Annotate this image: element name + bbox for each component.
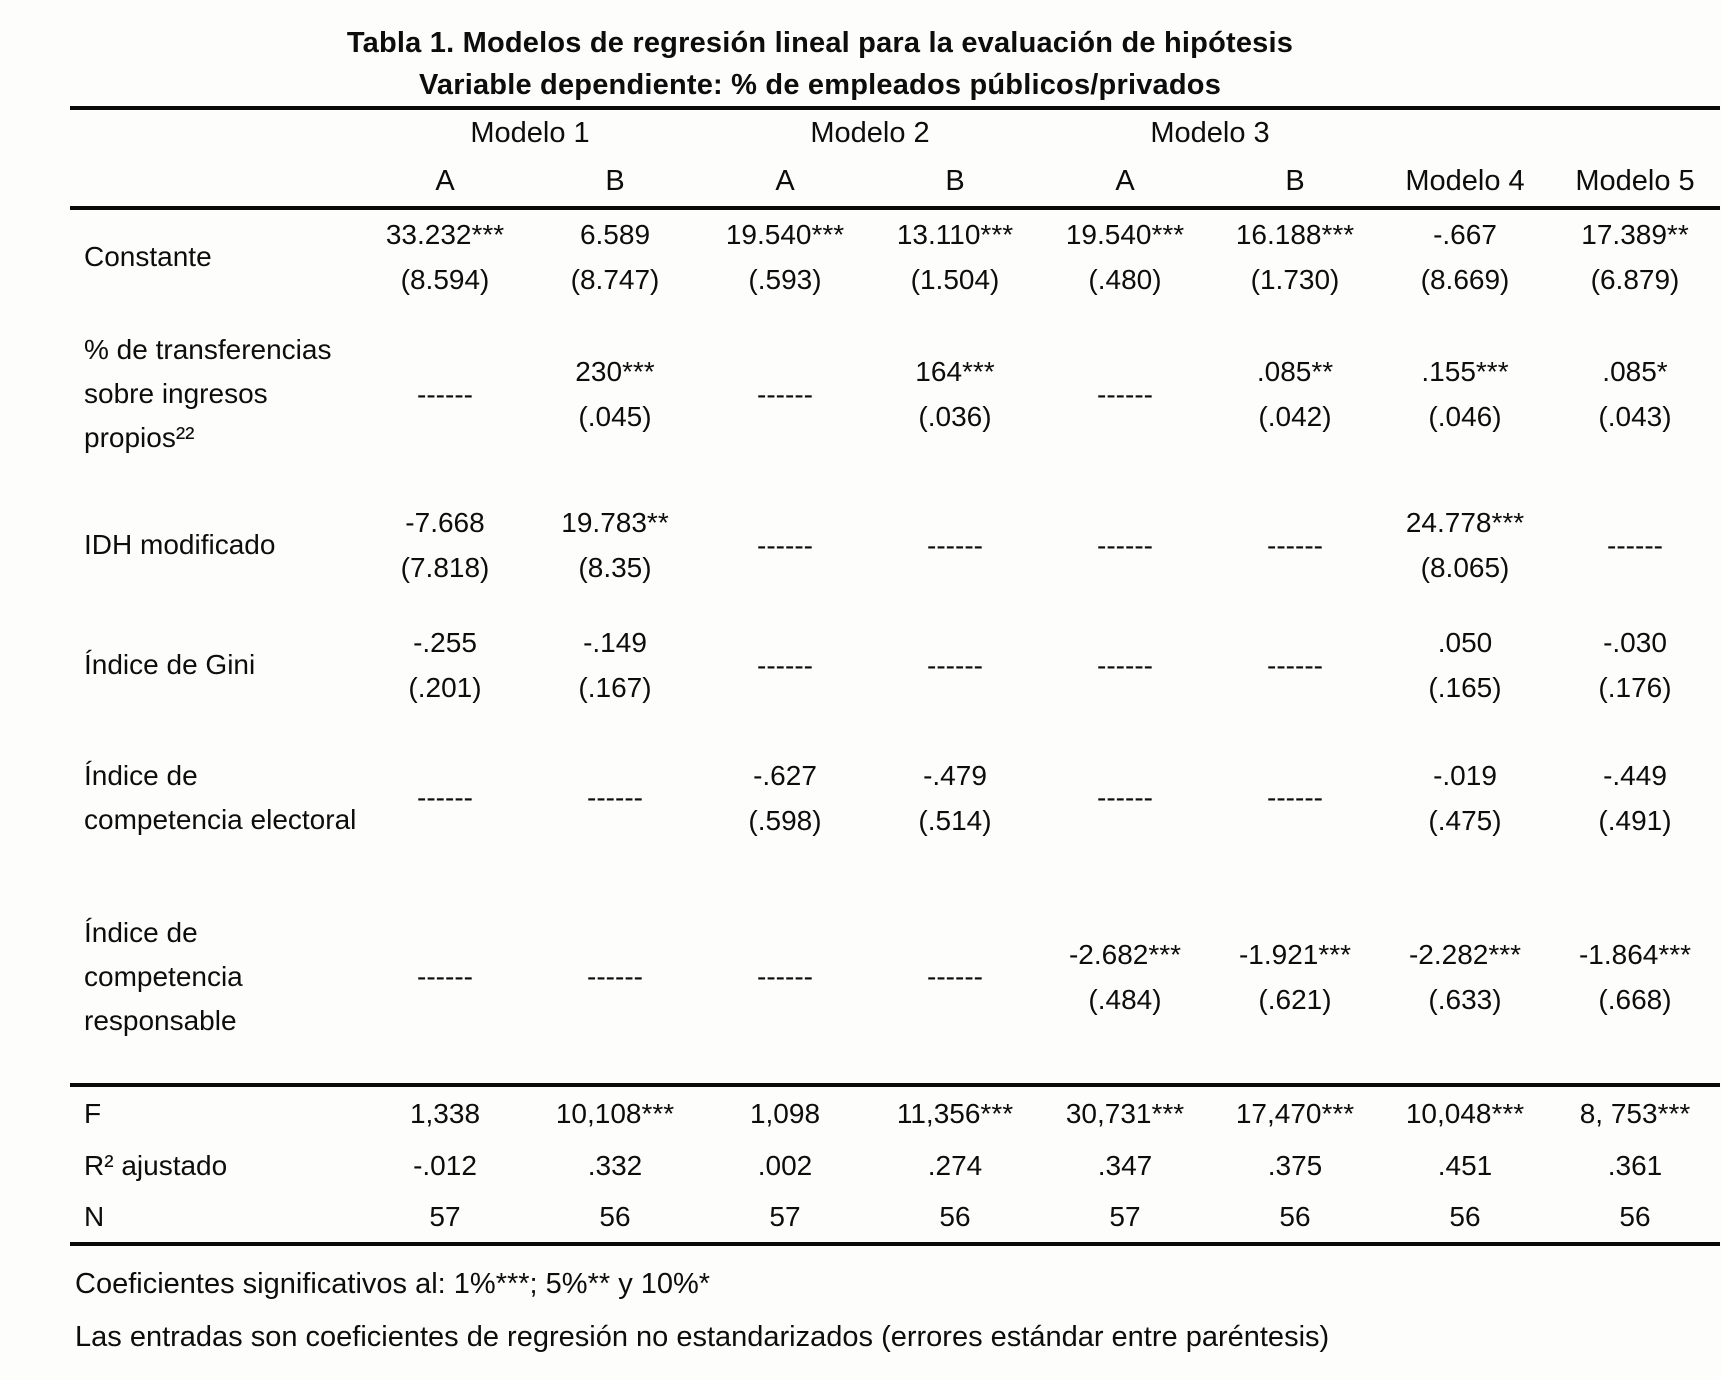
row-label: Índice de competencia electoral	[84, 759, 357, 835]
standard-error: (.668)	[1598, 983, 1672, 1015]
standard-error: (8.35)	[578, 552, 652, 583]
coefficient-value: ------	[587, 782, 643, 813]
column-header-m3a: A	[1115, 164, 1135, 197]
model-3-group-header: Modelo 3	[1150, 116, 1270, 149]
coefficient-value: .050	[1437, 627, 1493, 658]
column-header-row	[70, 156, 1720, 208]
stat-value: 17,470***	[1235, 1097, 1355, 1129]
table-row-r2-ajustado	[70, 1140, 1720, 1192]
stat-value: 56	[939, 1201, 971, 1232]
standard-error: (.633)	[1428, 983, 1502, 1015]
table-header	[70, 108, 1720, 208]
standard-error: (6.879)	[1590, 263, 1680, 295]
stat-value: 8, 753***	[1579, 1097, 1691, 1129]
coefficient-value: ------	[1097, 529, 1153, 561]
standard-error: (.176)	[1598, 672, 1672, 703]
coefficient-value: ------	[757, 529, 813, 561]
table-cell	[1550, 303, 1720, 485]
stat-value: 56	[1619, 1201, 1651, 1232]
table-cell	[870, 870, 1040, 1085]
column-header-m1b: B	[605, 164, 625, 197]
coefficient-value: -1.864***	[1578, 938, 1692, 970]
coefficient-value: ------	[927, 961, 983, 992]
stat-value: 10,108***	[555, 1097, 675, 1129]
coefficient-value: -.627	[753, 759, 817, 791]
table-cell	[1380, 208, 1550, 303]
dependent-variable-subtitle: Variable dependiente: % de empleados públicos/privados	[418, 69, 1222, 101]
empty-header-cell	[1380, 108, 1550, 156]
table-cell	[1040, 303, 1210, 485]
coefficient-value: .155***	[1421, 356, 1509, 387]
coefficient-value: 19.783**	[561, 507, 669, 538]
coefficient-value: -7.668	[405, 507, 485, 538]
standard-error: (.475)	[1428, 804, 1502, 836]
stat-value: 10,048***	[1405, 1097, 1525, 1129]
table-cell	[870, 303, 1040, 485]
coefficient-value: -.479	[923, 759, 987, 791]
table-cell	[530, 870, 700, 1085]
model-statistics-body	[70, 1085, 1720, 1244]
coefficient-value: -.019	[1433, 759, 1497, 791]
standard-error: (.045)	[578, 401, 652, 432]
empty-corner-cell	[70, 108, 360, 156]
coefficient-value: ------	[927, 529, 983, 561]
table-cell	[1040, 208, 1210, 303]
table-cell	[1380, 605, 1550, 725]
table-cell	[1040, 870, 1210, 1085]
model-1-group-header: Modelo 1	[470, 116, 590, 149]
table-cell	[700, 605, 870, 725]
column-header-m1a: A	[435, 164, 455, 197]
coefficient-value: 17.389**	[1581, 218, 1689, 250]
stat-value: 56	[1279, 1201, 1311, 1232]
standard-error: (.593)	[748, 263, 822, 295]
coefficient-value: ------	[1267, 529, 1323, 561]
standard-error: (.621)	[1258, 983, 1332, 1015]
table-cell	[700, 208, 870, 303]
column-header-m3b: B	[1285, 164, 1305, 197]
table-row-competencia-electoral	[70, 725, 1720, 870]
table-cell	[1380, 303, 1550, 485]
coefficient-value: ------	[587, 961, 643, 992]
stat-value: .361	[1607, 1150, 1663, 1181]
coefficient-value: 19.540***	[725, 218, 845, 250]
table-cell	[1040, 605, 1210, 725]
table-title: Tabla 1. Modelos de regresión lineal para la evaluación de hipótesis	[346, 27, 1294, 59]
table-cell	[1380, 485, 1550, 605]
column-header-modelo4: Modelo 4	[1405, 164, 1525, 197]
table-cell	[1550, 725, 1720, 870]
stat-value: 57	[429, 1201, 461, 1232]
coefficient-value: ------	[927, 649, 983, 681]
standard-error: (.046)	[1428, 401, 1502, 432]
coefficient-value: ------	[1097, 782, 1153, 813]
coefficient-value: 16.188***	[1235, 218, 1355, 250]
table-cell	[1380, 870, 1550, 1085]
table-heading	[75, 22, 1565, 106]
standard-error: (.042)	[1258, 401, 1332, 432]
empty-header-cell	[1550, 108, 1720, 156]
table-cell	[1550, 870, 1720, 1085]
coefficient-value: 13.110***	[896, 218, 1014, 250]
coefficient-value: ------	[1267, 649, 1323, 681]
regression-table	[70, 106, 1720, 1246]
coefficient-value: -.030	[1603, 627, 1667, 658]
stat-value: 56	[599, 1201, 631, 1232]
coefficient-value: -1.921***	[1238, 938, 1352, 970]
coefficient-value: 24.778***	[1405, 507, 1525, 538]
standard-error: (7.818)	[400, 552, 490, 583]
standard-error: (8.669)	[1420, 263, 1510, 295]
row-label: R² ajustado	[84, 1150, 228, 1181]
table-cell	[1210, 605, 1380, 725]
row-label: F	[84, 1097, 102, 1129]
stat-value: 57	[769, 1201, 801, 1232]
table-row-competencia-responsable	[70, 870, 1720, 1085]
stat-value: 1,098	[749, 1097, 821, 1129]
stat-value: -.012	[413, 1150, 477, 1181]
standard-error: (.201)	[408, 672, 482, 703]
row-label: IDH modificado	[84, 529, 276, 560]
coefficient-value: ------	[417, 378, 473, 410]
stat-value: .451	[1437, 1150, 1493, 1181]
column-header-m2a: A	[775, 164, 795, 197]
standard-error: (.598)	[748, 804, 822, 836]
coefficient-value: 19.540***	[1065, 218, 1185, 250]
standard-error: (.484)	[1088, 983, 1162, 1015]
row-label: Índice de Gini	[84, 649, 256, 680]
coefficient-value: -2.282***	[1408, 938, 1522, 970]
coefficient-value: ------	[1097, 378, 1153, 410]
table-row-f-statistic	[70, 1085, 1720, 1140]
table-row-gini	[70, 605, 1720, 725]
coefficient-value: -.449	[1603, 759, 1667, 791]
coefficient-value: 230***	[575, 356, 655, 387]
table-cell	[1210, 870, 1380, 1085]
table-row-idh	[70, 485, 1720, 605]
standard-error: (.167)	[578, 672, 652, 703]
table-footnotes	[75, 1258, 1721, 1364]
coefficient-value: -2.682***	[1068, 938, 1182, 970]
table-row-constante	[70, 208, 1720, 303]
table-cell	[1210, 208, 1380, 303]
model-2-group-header: Modelo 2	[810, 116, 930, 149]
table-cell	[1380, 725, 1550, 870]
standard-error: (.491)	[1598, 804, 1672, 836]
table-cell	[530, 303, 700, 485]
table-cell	[870, 485, 1040, 605]
table-cell	[1040, 485, 1210, 605]
standard-error: (1.730)	[1250, 263, 1340, 295]
row-label: N	[84, 1201, 105, 1232]
stat-value: .332	[587, 1150, 643, 1181]
table-row-n	[70, 1192, 1720, 1244]
coefficient-value: .085*	[1602, 356, 1668, 387]
standard-error: (8.065)	[1420, 552, 1510, 583]
coefficient-value: -.667	[1433, 218, 1497, 250]
table-cell	[700, 303, 870, 485]
standard-error: (.480)	[1088, 263, 1162, 295]
table-cell	[360, 870, 530, 1085]
table-cell	[360, 725, 530, 870]
table-cell	[530, 208, 700, 303]
stat-value: .002	[757, 1150, 813, 1181]
table-cell	[1550, 208, 1720, 303]
stat-value: .375	[1267, 1150, 1323, 1181]
column-header-modelo5: Modelo 5	[1575, 164, 1695, 197]
table-cell	[1040, 725, 1210, 870]
standard-error: (8.594)	[400, 263, 490, 295]
significance-footnote: Coeficientes significativos al: 1%***; 5%** y 10%*	[75, 1268, 711, 1300]
coefficient-value: ------	[757, 378, 813, 410]
table-cell	[1550, 605, 1720, 725]
coefficient-value: ------	[1267, 782, 1323, 813]
stat-value: 56	[1449, 1201, 1481, 1232]
table-cell	[360, 605, 530, 725]
table-cell	[530, 605, 700, 725]
table-cell	[700, 725, 870, 870]
coefficient-value: ------	[1097, 649, 1153, 681]
table-cell	[530, 725, 700, 870]
column-header-m2b: B	[945, 164, 965, 197]
table-cell	[360, 485, 530, 605]
stat-value: 30,731***	[1065, 1097, 1185, 1129]
coefficient-value: ------	[757, 961, 813, 992]
coefficient-value: .085**	[1256, 356, 1334, 387]
table-row-transferencias	[70, 303, 1720, 485]
stat-value: 57	[1109, 1201, 1141, 1232]
table-cell	[700, 485, 870, 605]
table-cell	[870, 725, 1040, 870]
coefficient-value: ------	[757, 649, 813, 681]
coefficient-value: ------	[1607, 529, 1663, 561]
table-cell	[1210, 725, 1380, 870]
stat-value: 11,356***	[896, 1097, 1014, 1129]
stat-value: 1,338	[409, 1097, 481, 1129]
table-cell	[870, 605, 1040, 725]
coefficients-body	[70, 208, 1720, 1085]
stat-value: .347	[1097, 1150, 1153, 1181]
standard-error: (.165)	[1428, 672, 1502, 703]
stat-value: .274	[927, 1150, 983, 1181]
coefficient-value: 164***	[915, 356, 995, 387]
coefficient-value: ------	[417, 782, 473, 813]
table-cell	[870, 208, 1040, 303]
row-label: Índice de competencia responsable	[84, 916, 243, 1036]
table-cell	[1210, 485, 1380, 605]
standard-error: (.043)	[1598, 401, 1672, 432]
coefficient-value: 33.232***	[385, 218, 505, 250]
table-cell	[1210, 303, 1380, 485]
standard-error: (.036)	[918, 401, 992, 432]
row-label: Constante	[84, 240, 212, 272]
coefficient-value: -.149	[583, 627, 647, 658]
table-cell	[360, 208, 530, 303]
standard-error: (1.504)	[910, 263, 1000, 295]
coefficient-value: 6.589	[579, 218, 651, 250]
entries-footnote: Las entradas son coeficientes de regresión no estandarizados (errores estándar entre paréntesis)	[75, 1321, 1330, 1353]
empty-corner-cell	[70, 156, 360, 208]
standard-error: (.514)	[918, 804, 992, 836]
table-cell	[360, 303, 530, 485]
table-cell	[700, 870, 870, 1085]
table-cell	[1550, 485, 1720, 605]
model-group-row	[70, 108, 1720, 156]
row-label: % de transferencias sobre ingresos propios²²	[84, 334, 332, 453]
standard-error: (8.747)	[570, 263, 660, 295]
coefficient-value: -.255	[413, 627, 477, 658]
coefficient-value: ------	[417, 961, 473, 992]
table-cell	[530, 485, 700, 605]
